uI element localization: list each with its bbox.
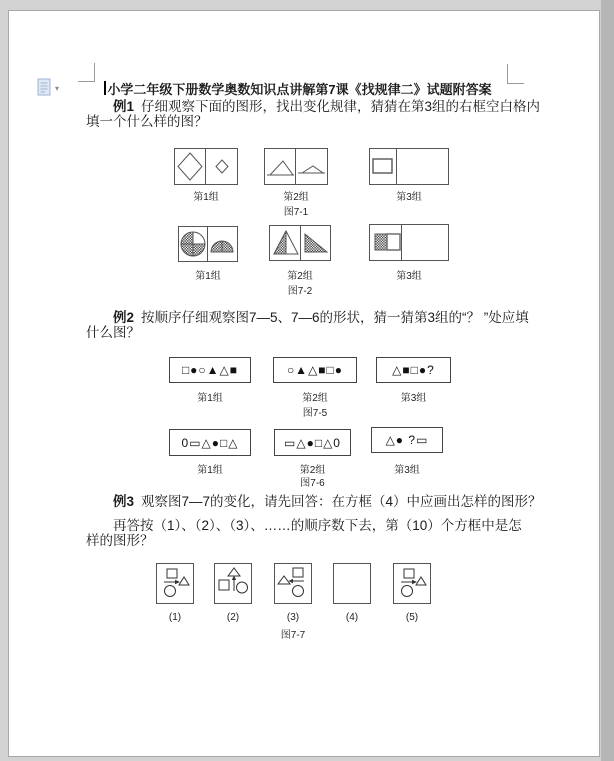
- triangle-shape: [416, 577, 426, 585]
- fig77-box4-label: (4): [345, 612, 359, 623]
- fig72-group3-label: 第3组: [396, 271, 422, 282]
- fig71-group1-label: 第1组: [193, 192, 219, 203]
- fig76-group2-label: 第2组: [299, 465, 326, 476]
- fig77-box5-label: (5): [405, 612, 419, 623]
- document-page: [8, 10, 600, 757]
- fig75-caption: 图7-5: [302, 408, 328, 419]
- up-arrow-icon: [232, 576, 236, 592]
- semicircle-shape: [211, 241, 233, 252]
- fig77-box1-label: (1): [168, 612, 182, 623]
- small-triangle-shape: [302, 166, 323, 173]
- fig75-group1-symbols: □●○▲△■: [169, 357, 251, 383]
- fig75-group1-label: 第1组: [197, 393, 223, 404]
- fig72-caption: 图7-2: [287, 286, 313, 297]
- window-right-edge: [601, 0, 614, 761]
- example1-line1: 例1 仔细观察下面的图形，找出变化规律，猜猜在第3组的右框空白格内: [113, 99, 541, 114]
- large-triangle-shape: [270, 161, 293, 175]
- document-icon[interactable]: [37, 78, 52, 97]
- half-shaded-square-shape: [375, 234, 400, 250]
- fig76-group3-symbols: △● ?▭: [371, 427, 443, 453]
- fig71-group2-label: 第2组: [283, 192, 309, 203]
- fig71-group3: [369, 148, 449, 185]
- title-text: 小学二年级下册数学奥数知识点讲解第7课《找规律二》试题附答案: [107, 81, 492, 97]
- fig76-caption: 图7-6: [300, 478, 325, 489]
- example2-line2: 什么图？: [86, 325, 140, 340]
- fig77-box1: [156, 563, 194, 604]
- circle-shape: [293, 586, 304, 597]
- fig72-group3: [369, 224, 449, 261]
- example1-label: 例1: [113, 99, 135, 114]
- square-shape: [404, 569, 414, 578]
- fig77-box4-empty: [333, 563, 371, 604]
- text-cursor: [104, 81, 106, 95]
- fig77-box2: [214, 563, 252, 604]
- quartered-circle-shape: [181, 232, 205, 256]
- fig75-group3-symbols: △■□●?: [376, 357, 451, 383]
- fig71-group3-label: 第3组: [396, 192, 422, 203]
- fig76-group1-label: 第1组: [197, 465, 223, 476]
- page-title: [86, 80, 510, 96]
- right-triangle-shape: [305, 234, 327, 252]
- example3-line1: 例3 观察图7—7的变化，请先回答：在方框（4）中应画出怎样的图形？: [113, 494, 542, 509]
- circle-shape: [237, 582, 248, 593]
- example3b-line2: 样的图形？: [86, 533, 154, 548]
- example3b-line1: 再答按（1）、（2）、（3）、……的顺序数下去，第（10）个方框中是怎: [113, 518, 522, 533]
- example2-line1: 例2 按顺序仔细观察图7—5、7—6的形状，猜一猜第3组的“？ ”处应填: [113, 310, 529, 325]
- triangle-shape: [228, 568, 240, 576]
- circle-shape: [165, 586, 176, 597]
- fig77-box2-label: (2): [226, 612, 240, 623]
- example3-label: 例3: [113, 494, 135, 509]
- fig77-box3-label: (3): [286, 612, 300, 623]
- rectangle-shape: [373, 159, 392, 173]
- chevron-down-icon[interactable]: ▾: [55, 84, 60, 93]
- right-arrow-icon: [164, 580, 180, 584]
- fig75-group3-label: 第3组: [400, 393, 427, 404]
- circle-shape: [402, 586, 413, 597]
- paste-options-button[interactable]: [37, 78, 71, 100]
- fig77-box3: [274, 563, 312, 604]
- square-shape: [293, 568, 303, 577]
- fig77-box5: [393, 563, 431, 604]
- fig71-group2: [264, 148, 328, 185]
- right-arrow-icon: [401, 580, 417, 584]
- fig77-caption: 图7-7: [280, 630, 306, 641]
- fig71-caption: 图7-1: [283, 207, 309, 218]
- fig71-group1: [174, 148, 238, 185]
- fig75-group2-symbols: ○▲△■□●: [273, 357, 357, 383]
- example2-label: 例2: [113, 310, 135, 325]
- triangle-shape: [179, 577, 189, 585]
- fig75-group2-label: 第2组: [302, 393, 328, 404]
- square-shape: [219, 580, 229, 590]
- half-shaded-triangle-shape: [274, 231, 298, 254]
- example1-line2: 填一个什么样的图？: [86, 114, 208, 129]
- fig72-group2-label: 第2组: [287, 271, 313, 282]
- fig72-group2: [269, 225, 331, 261]
- left-arrow-icon: [289, 579, 305, 583]
- large-diamond-shape: [178, 153, 202, 180]
- small-diamond-shape: [216, 160, 228, 173]
- fig72-group1: [178, 226, 238, 262]
- fig76-group1-symbols: 0▭△●□△: [169, 429, 251, 456]
- fig72-group1-label: 第1组: [195, 271, 221, 282]
- square-shape: [167, 569, 177, 578]
- triangle-shape: [278, 576, 290, 584]
- fig76-group3-label: 第3组: [394, 465, 420, 476]
- fig76-group2-symbols: ▭△●□△0: [274, 429, 351, 456]
